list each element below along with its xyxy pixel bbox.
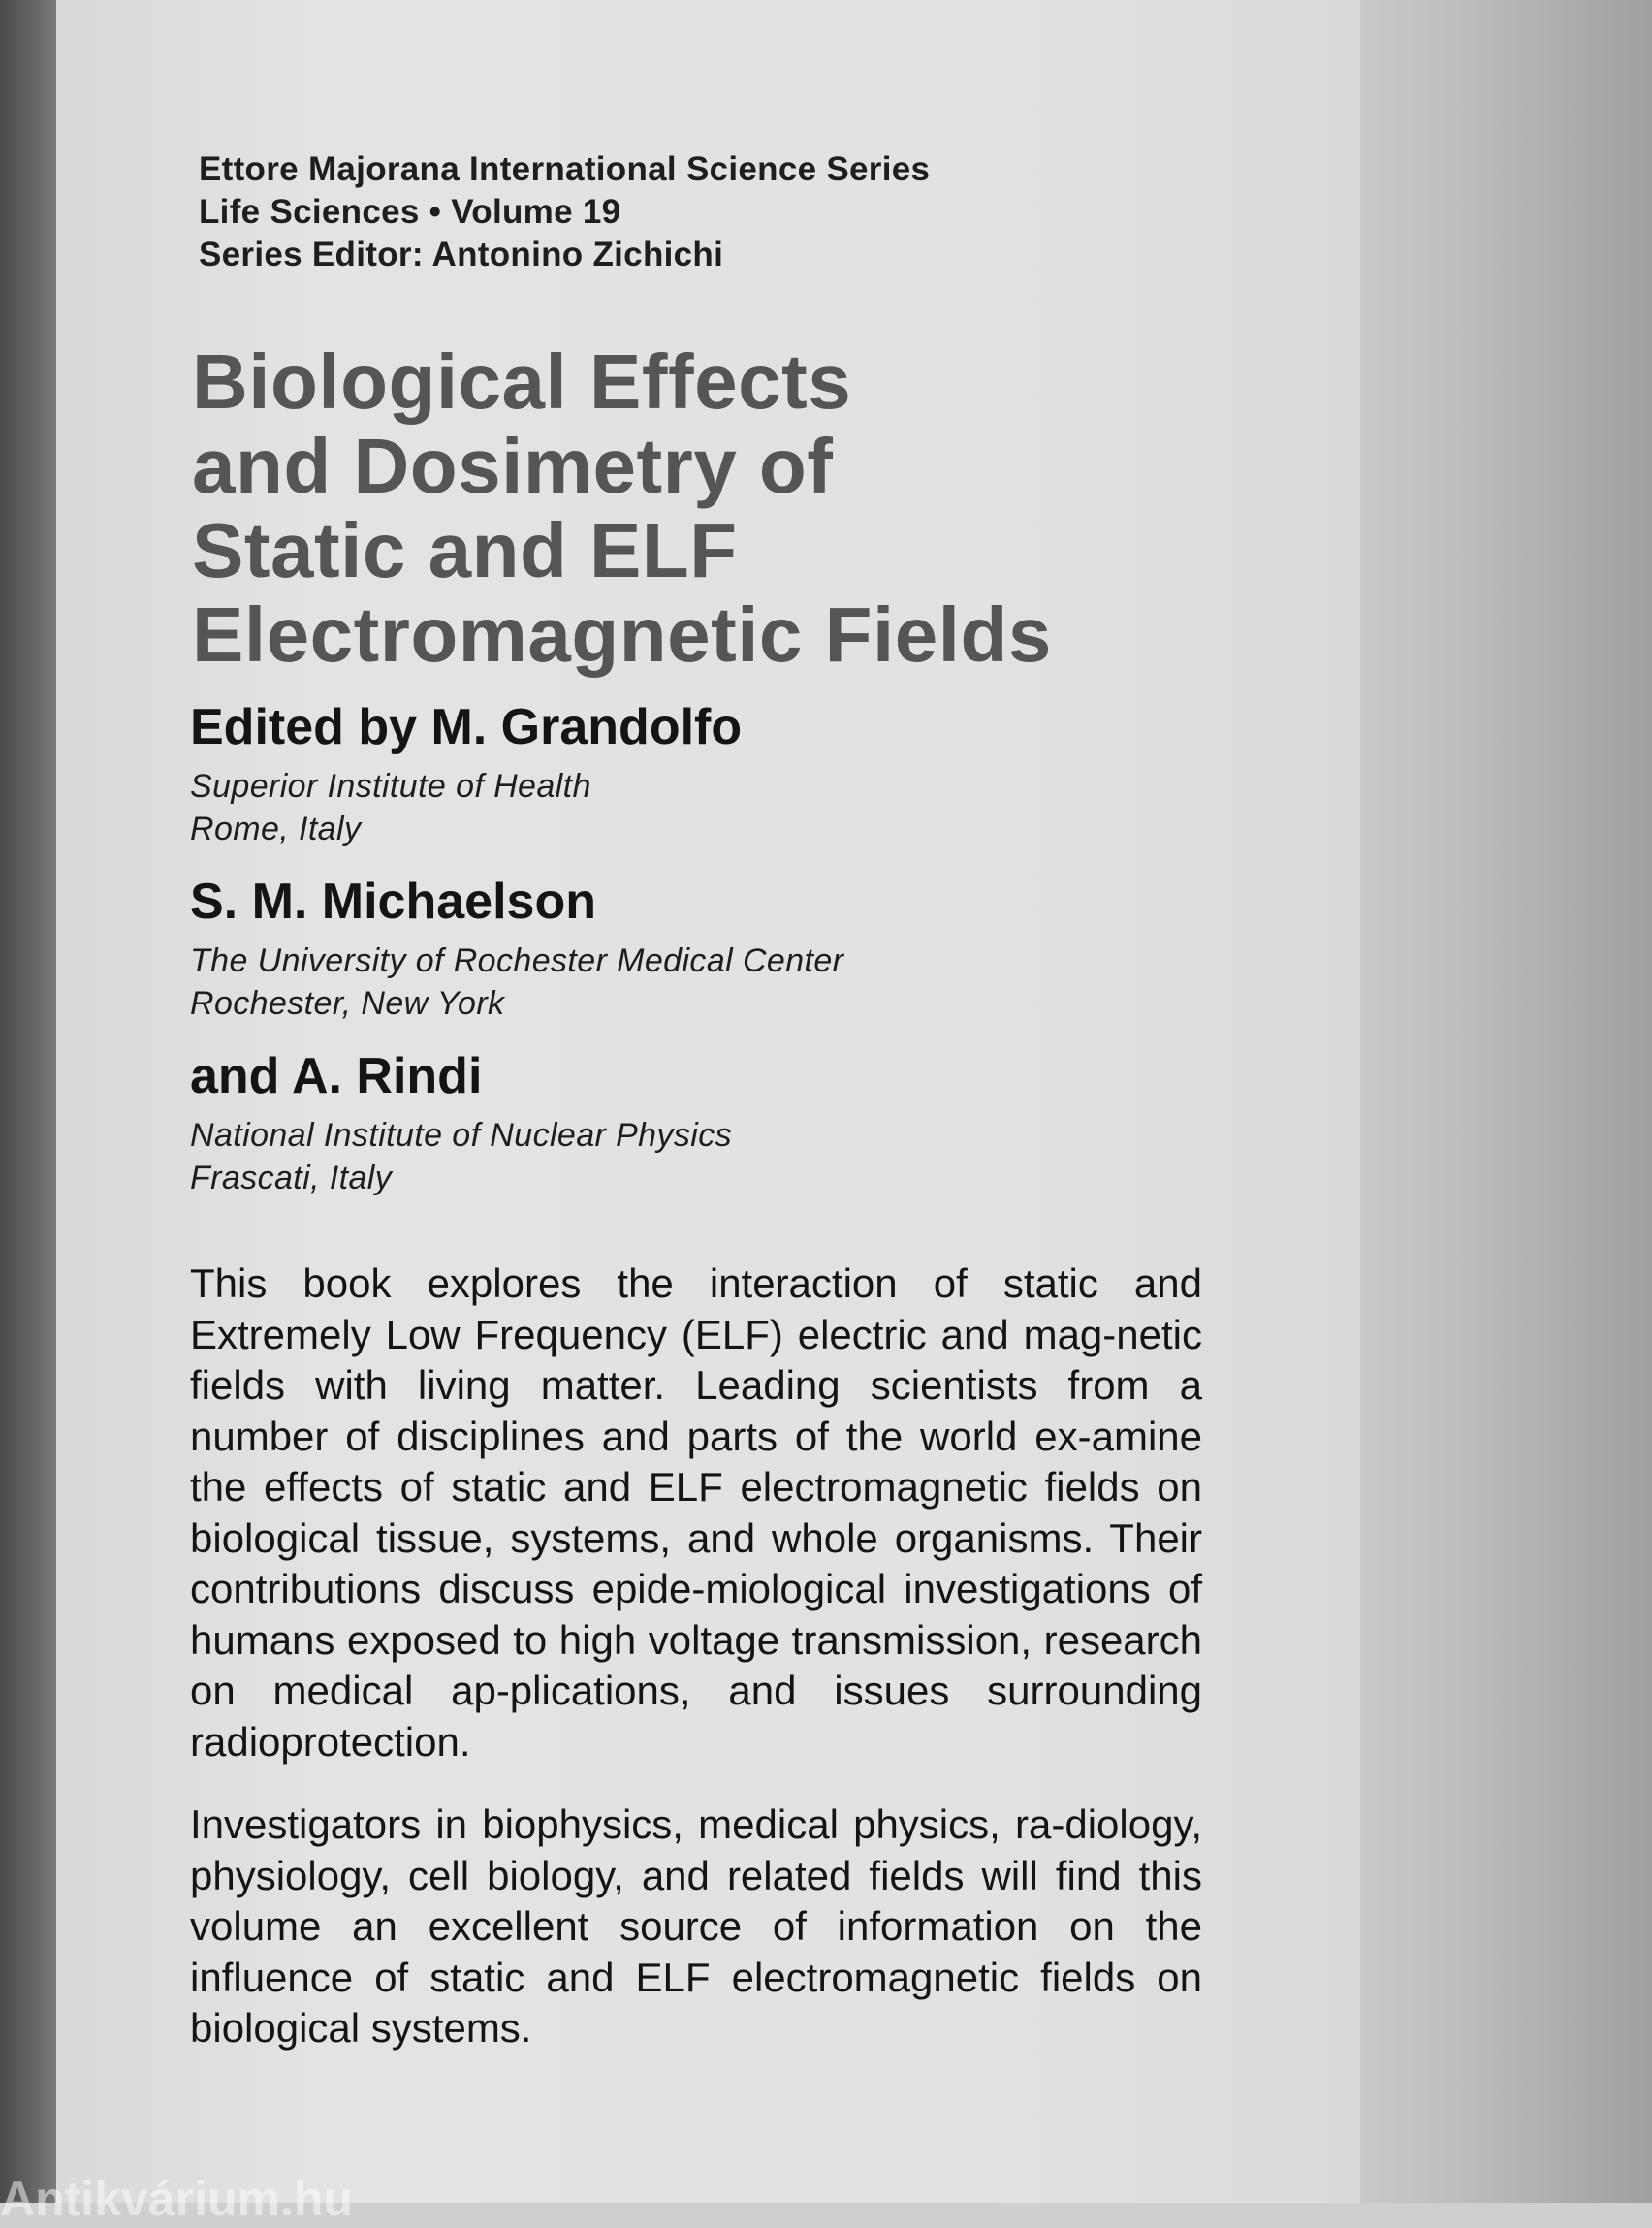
series-volume: Life Sciences • Volume 19 <box>199 193 621 231</box>
affiliation-institute: The University of Rochester Medical Center <box>190 942 844 979</box>
watermark: Antikvárium.hu <box>0 2172 353 2226</box>
editor-affiliation-grandolfo <box>190 765 591 850</box>
affiliation-institute: National Institute of Nuclear Physics <box>190 1117 733 1154</box>
editor-affiliation-rindi <box>190 1114 732 1199</box>
title-line-4: Electromagnetic Fields <box>192 591 1052 678</box>
book-title <box>192 339 1052 677</box>
page-edge <box>1360 0 1652 2203</box>
book-spine <box>0 0 56 2203</box>
affiliation-location: Rochester, New York <box>190 985 505 1022</box>
affiliation-location: Frascati, Italy <box>190 1160 393 1196</box>
editor-name-grandolfo: Edited by M. Grandolfo <box>190 699 743 755</box>
title-line-1: Biological Effects <box>192 338 852 425</box>
series-name: Ettore Majorana International Science Series <box>199 150 931 188</box>
title-line-3: Static and ELF <box>192 507 738 593</box>
affiliation-location: Rome, Italy <box>190 811 362 847</box>
editor-name-michaelson: S. M. Michaelson <box>190 874 596 930</box>
description-paragraph-2: Investigators in biophysics, medical physics, ra-diology, physiology, cell biology, and related fields will find this volume an excellent source of information on the influence of static and ELF electromagnetic fields on biological systems. <box>190 1801 1202 2051</box>
editor-name-rindi: and A. Rindi <box>190 1048 483 1104</box>
affiliation-institute: Superior Institute of Health <box>190 768 591 805</box>
description-paragraph-1: This book explores the interaction of static and Extremely Low Frequency (ELF) electric and mag-netic fields with living matter. Leading scientists from a number of disciplines and parts of the world ex-amine the effects of static and ELF electromagnetic fields on biological tissue, systems, and whole organisms. Their contributions discuss epide-miological investigations of humans exposed to high voltage transmission, research on medical ap-plications, and issues surrounding radioprotection. <box>190 1260 1202 1765</box>
editor-affiliation-michaelson <box>190 939 843 1025</box>
title-line-2: and Dosimetry of <box>192 423 834 509</box>
series-editor: Series Editor: Antonino Zichichi <box>199 236 724 273</box>
series-info <box>199 148 930 276</box>
